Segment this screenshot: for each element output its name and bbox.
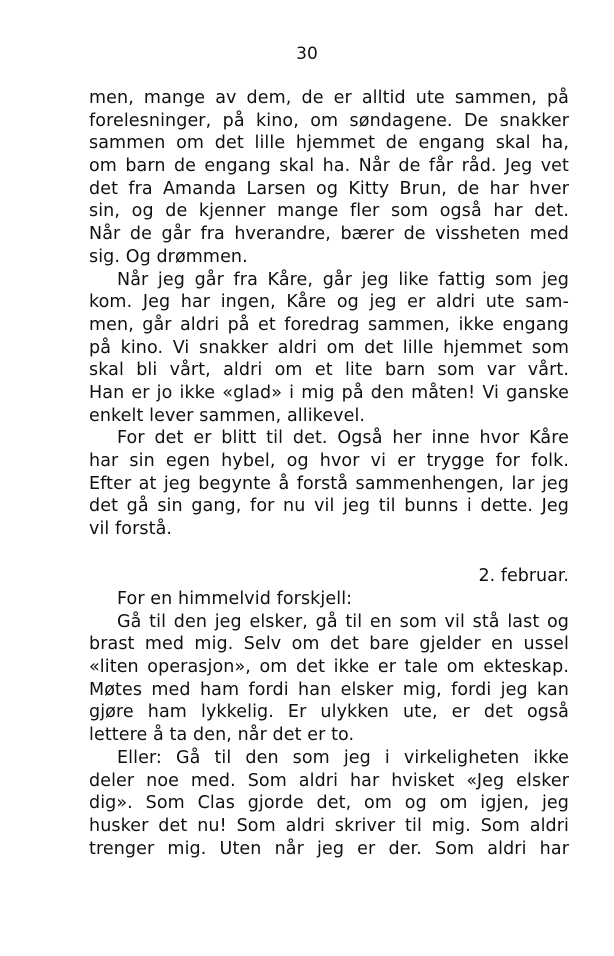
text-line: det fra Amanda Larsen og Kitty Brun, de har hver [89,178,569,199]
body-text-block-2 [89,588,569,860]
entry-date: 2. februar. [478,566,569,586]
text-line: vil forstå. [89,519,173,540]
text-line: gjøre ham lykkelig. Er ulykken ute, er det også [89,702,569,723]
text-line: trenger mig. Uten når jeg er der. Som aldri har [89,838,569,859]
text-line: brast med mig. Selv om det bare gjelder en ussel [89,634,569,655]
text-line: forelesninger, på kino, om søndagene. De snakker [89,110,569,131]
text-line: Gå til den jeg elsker, gå til en som vil stå last og [117,611,569,632]
page-number: 30 [296,44,318,64]
text-line: skal bli vårt, aldri om et lite barn som var vårt. [89,360,569,381]
text-line: sig. Og drømmen. [89,246,248,267]
text-line: Møtes med ham fordi han elsker mig, fordi jeg kan [89,679,569,700]
text-line: Når de går fra hverandre, bærer de vissheten med [89,224,569,245]
text-line: om barn de engang skal ha. Når de får råd. Jeg vet [89,156,569,177]
text-line: sammen om det lille hjemmet de engang skal ha, [89,133,569,154]
text-line: på kino. Vi snakker aldri om det lille hjemmet som [89,337,569,358]
text-line: dig». Som Clas gjorde det, om og om igjen, jeg [89,793,569,814]
text-line: deler noe med. Som aldri har hvisket «Jeg elsker [89,770,569,791]
text-line: kom. Jeg har ingen, Kåre og jeg er aldri ute sam- [89,292,569,313]
text-line: det gå sin gang, for nu vil jeg til bunns i dette. Jeg [89,496,569,517]
text-line: har sin egen hybel, og hvor vi er trygge for folk. [89,451,569,471]
text-line: husker det nu! Som aldri skriver til mig. Som aldri [89,815,569,836]
body-text-block-1 [89,87,569,541]
text-line: Eller: Gå til den som jeg i virkeligheten ikke [117,747,569,768]
text-line: Han er jo ikke «glad» i mig på den måten! Vi ganske [89,382,569,403]
text-line: enkelt lever sammen, allikevel. [89,405,366,426]
text-line: «liten operasjon», om det ikke er tale om ekteskap. [89,657,569,678]
text-line: men, går aldri på et foredrag sammen, ikke engang [89,314,569,335]
text-line: For det er blitt til det. Også her inne hvor Kåre [117,428,569,449]
text-line: men, mange av dem, de er alltid ute sammen, på [89,88,569,108]
text-line: For en himmelvid forskjell: [117,589,353,609]
text-line: sin, og de kjenner mange fler som også har det. [89,201,569,222]
text-line: Efter at jeg begynte å forstå sammenhengen, lar jeg [89,473,569,494]
text-line: Når jeg går fra Kåre, går jeg like fattig som jeg [117,269,569,290]
text-line: lettere å ta den, når det er to. [89,725,355,746]
